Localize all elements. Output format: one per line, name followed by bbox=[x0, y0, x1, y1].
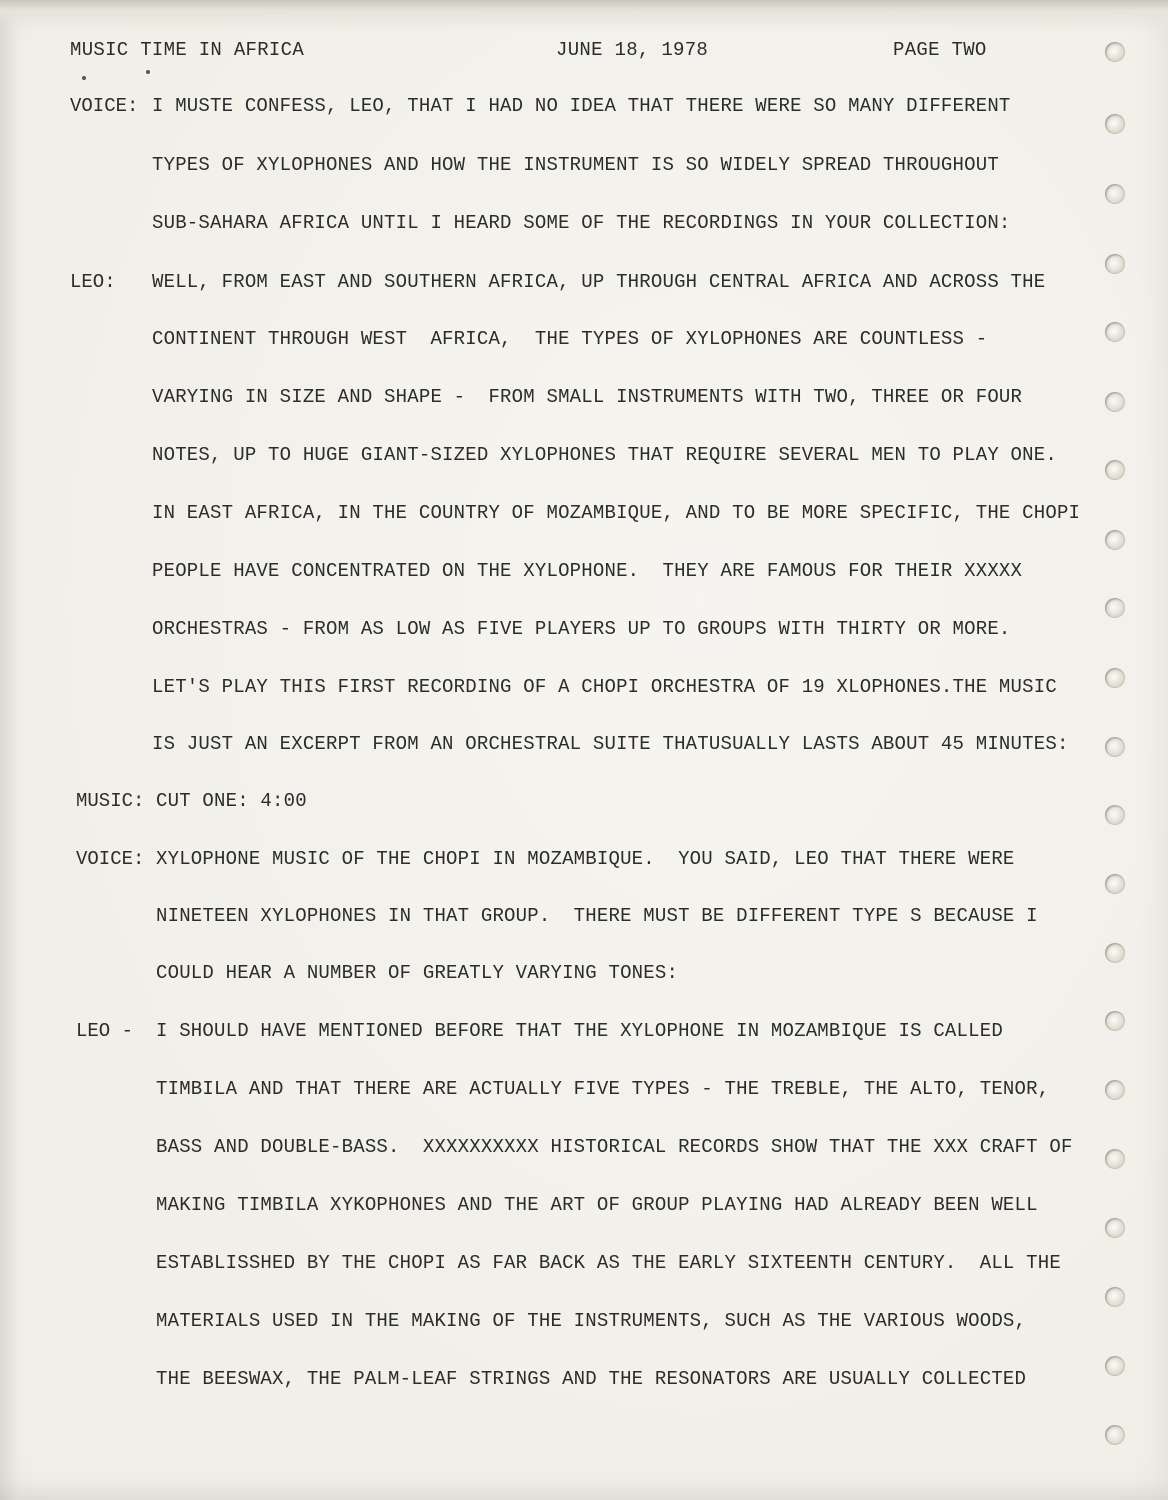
perforation-hole bbox=[1105, 805, 1125, 825]
transcript-line: IS JUST AN EXCERPT FROM AN ORCHESTRAL SUITE THATUSUALLY LASTS ABOUT 45 MINUTES: bbox=[152, 733, 1069, 755]
perforation-hole bbox=[1105, 1425, 1125, 1445]
transcript-line: NINETEEN XYLOPHONES IN THAT GROUP. THERE MUST BE DIFFERENT TYPE S BECAUSE I bbox=[156, 905, 1038, 927]
transcript-line: LET'S PLAY THIS FIRST RECORDING OF A CHOPI ORCHESTRA OF 19 XLOPHONES.THE MUSIC bbox=[152, 676, 1057, 698]
perforation-hole bbox=[1105, 1356, 1125, 1376]
transcript-line: NOTES, UP TO HUGE GIANT-SIZED XYLOPHONES THAT REQUIRE SEVERAL MEN TO PLAY ONE. bbox=[152, 444, 1057, 466]
speaker-label-voice: VOICE: bbox=[70, 95, 139, 117]
transcript-line: ESTABLISSHED BY THE CHOPI AS FAR BACK AS THE EARLY SIXTEENTH CENTURY. ALL THE bbox=[156, 1252, 1061, 1274]
transcript-line: VARYING IN SIZE AND SHAPE - FROM SMALL INSTRUMENTS WITH TWO, THREE OR FOUR bbox=[152, 386, 1023, 408]
transcript-line: TIMBILA AND THAT THERE ARE ACTUALLY FIVE TYPES - THE TREBLE, THE ALTO, TENOR, bbox=[156, 1078, 1050, 1100]
transcript-line: SUB-SAHARA AFRICA UNTIL I HEARD SOME OF THE RECORDINGS IN YOUR COLLECTION: bbox=[152, 212, 1011, 234]
perforation-hole bbox=[1105, 1080, 1125, 1100]
perforation-hole bbox=[1105, 114, 1125, 134]
page-number: PAGE TWO bbox=[893, 39, 987, 61]
transcript-line: ORCHESTRAS - FROM AS LOW AS FIVE PLAYERS UP TO GROUPS WITH THIRTY OR MORE. bbox=[152, 618, 1011, 640]
transcript-line: I MUSTE CONFESS, LEO, THAT I HAD NO IDEA THAT THERE WERE SO MANY DIFFERENT bbox=[152, 95, 1011, 117]
speaker-label-leo: LEO: bbox=[70, 271, 116, 293]
transcript-line: THE BEESWAX, THE PALM-LEAF STRINGS AND THE RESONATORS ARE USUALLY COLLECTED bbox=[156, 1368, 1027, 1390]
ink-speck bbox=[82, 76, 86, 80]
perforation-hole bbox=[1105, 1287, 1125, 1307]
speaker-label-leo: LEO - bbox=[76, 1020, 134, 1042]
speaker-label-music: MUSIC: bbox=[76, 790, 145, 812]
perforation-hole bbox=[1105, 530, 1125, 550]
perforation-hole bbox=[1105, 598, 1125, 618]
perforation-hole bbox=[1105, 1218, 1125, 1238]
ink-speck bbox=[146, 70, 150, 74]
perforation-hole bbox=[1105, 322, 1125, 342]
transcript-line: TYPES OF XYLOPHONES AND HOW THE INSTRUMENT IS SO WIDELY SPREAD THROUGHOUT bbox=[152, 154, 999, 176]
transcript-line: BASS AND DOUBLE-BASS. XXXXXXXXXX HISTORICAL RECORDS SHOW THAT THE XXX CRAFT OF bbox=[156, 1136, 1073, 1158]
perforation-hole bbox=[1105, 737, 1125, 757]
perforation-hole bbox=[1105, 1149, 1125, 1169]
paper-top-edge bbox=[0, 0, 1168, 30]
transcript-line: WELL, FROM EAST AND SOUTHERN AFRICA, UP THROUGH CENTRAL AFRICA AND ACROSS THE bbox=[152, 271, 1046, 293]
perforation-hole bbox=[1105, 42, 1125, 62]
music-cue-line: CUT ONE: 4:00 bbox=[156, 790, 307, 812]
transcript-line: PEOPLE HAVE CONCENTRATED ON THE XYLOPHONE. THEY ARE FAMOUS FOR THEIR XXXXX bbox=[152, 560, 1023, 582]
perforation-hole bbox=[1105, 392, 1125, 412]
program-title: MUSIC TIME IN AFRICA bbox=[70, 39, 305, 61]
transcript-line: MATERIALS USED IN THE MAKING OF THE INSTRUMENTS, SUCH AS THE VARIOUS WOODS, bbox=[156, 1310, 1027, 1332]
perforation-hole bbox=[1105, 1011, 1125, 1031]
transcript-line: I SHOULD HAVE MENTIONED BEFORE THAT THE XYLOPHONE IN MOZAMBIQUE IS CALLED bbox=[156, 1020, 1003, 1042]
perforation-hole bbox=[1105, 943, 1125, 963]
transcript-line: IN EAST AFRICA, IN THE COUNTRY OF MOZAMBIQUE, AND TO BE MORE SPECIFIC, THE CHOPI bbox=[152, 502, 1081, 524]
perforation-hole bbox=[1105, 460, 1125, 480]
perforation-hole bbox=[1105, 184, 1125, 204]
speaker-label-voice: VOICE: bbox=[76, 848, 145, 870]
broadcast-date: JUNE 18, 1978 bbox=[556, 39, 709, 61]
perforation-hole bbox=[1105, 668, 1125, 688]
perforation-hole bbox=[1105, 874, 1125, 894]
perforation-hole bbox=[1105, 254, 1125, 274]
transcript-line: MAKING TIMBILA XYKOPHONES AND THE ART OF GROUP PLAYING HAD ALREADY BEEN WELL bbox=[156, 1194, 1038, 1216]
transcript-line: XYLOPHONE MUSIC OF THE CHOPI IN MOZAMBIQUE. YOU SAID, LEO THAT THERE WERE bbox=[156, 848, 1015, 870]
transcript-line: CONTINENT THROUGH WEST AFRICA, THE TYPES OF XYLOPHONES ARE COUNTLESS - bbox=[152, 328, 988, 350]
transcript-line: COULD HEAR A NUMBER OF GREATLY VARYING TONES: bbox=[156, 962, 679, 984]
